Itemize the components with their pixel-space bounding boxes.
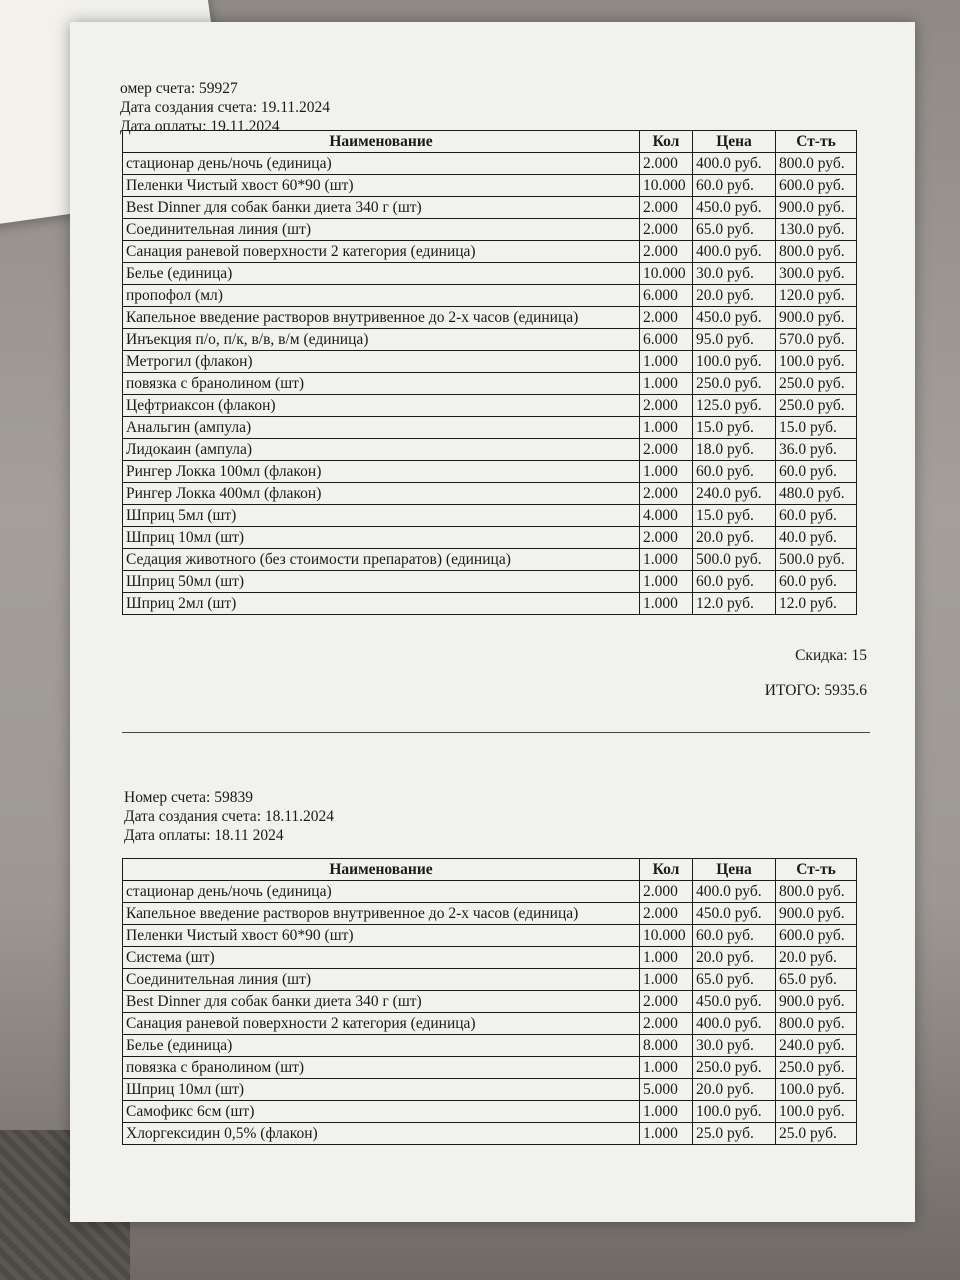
cell-sum: 100.0 руб.: [776, 1079, 857, 1101]
cell-name: Лидокаин (ампула): [123, 439, 640, 461]
cell-qty: 2.000: [640, 881, 693, 903]
cell-sum: 600.0 руб.: [776, 175, 857, 197]
cell-name: Седация животного (без стоимости препаратов) (единица): [123, 549, 640, 571]
cell-qty: 2.000: [640, 903, 693, 925]
cell-price: 250.0 руб.: [693, 1057, 776, 1079]
header-name: Наименование: [123, 131, 640, 153]
cell-sum: 25.0 руб.: [776, 1123, 857, 1145]
table-row: [123, 175, 857, 197]
cell-sum: 60.0 руб.: [776, 505, 857, 527]
cell-qty: 1.000: [640, 461, 693, 483]
invoice1-table: [122, 130, 857, 615]
header-name: Наименование: [123, 859, 640, 881]
cell-qty: 1.000: [640, 549, 693, 571]
table-row: [123, 263, 857, 285]
cell-sum: 130.0 руб.: [776, 219, 857, 241]
cell-name: повязка с бранолином (шт): [123, 373, 640, 395]
header-qty: Кол: [640, 131, 693, 153]
invoice1-total: ИТОГО: 5935.6: [764, 682, 867, 699]
cell-price: 12.0 руб.: [693, 593, 776, 615]
cell-name: Метрогил (флакон): [123, 351, 640, 373]
cell-qty: 8.000: [640, 1035, 693, 1057]
table-row: [123, 373, 857, 395]
cell-price: 95.0 руб.: [693, 329, 776, 351]
cell-qty: 2.000: [640, 307, 693, 329]
cell-name: повязка с бранолином (шт): [123, 1057, 640, 1079]
cell-qty: 2.000: [640, 395, 693, 417]
table-row: [123, 417, 857, 439]
cell-name: Шприц 2мл (шт): [123, 593, 640, 615]
section-divider: [122, 732, 870, 733]
invoice2-paid-date: Дата оплаты: 18.11 2024: [124, 827, 284, 844]
cell-name: Рингер Локка 400мл (флакон): [123, 483, 640, 505]
table-row: [123, 969, 857, 991]
table-row: [123, 549, 857, 571]
cell-price: 500.0 руб.: [693, 549, 776, 571]
cell-name: Система (шт): [123, 947, 640, 969]
cell-name: Рингер Локка 100мл (флакон): [123, 461, 640, 483]
cell-qty: 2.000: [640, 197, 693, 219]
cell-name: Хлоргексидин 0,5% (флакон): [123, 1123, 640, 1145]
cell-qty: 6.000: [640, 285, 693, 307]
invoice1-discount: Скидка: 15: [795, 647, 867, 664]
cell-sum: 800.0 руб.: [776, 153, 857, 175]
table-row: [123, 571, 857, 593]
table-header-row: [123, 131, 857, 153]
cell-name: Соединительная линия (шт): [123, 969, 640, 991]
cell-qty: 2.000: [640, 219, 693, 241]
cell-price: 400.0 руб.: [693, 1013, 776, 1035]
table-row: [123, 947, 857, 969]
cell-name: Best Dinner для собак банки диета 340 г (шт): [123, 197, 640, 219]
cell-name: Цефтриаксон (флакон): [123, 395, 640, 417]
cell-price: 100.0 руб.: [693, 351, 776, 373]
cell-qty: 2.000: [640, 241, 693, 263]
cell-name: Пеленки Чистый хвост 60*90 (шт): [123, 925, 640, 947]
cell-sum: 100.0 руб.: [776, 351, 857, 373]
cell-name: Самофикс 6см (шт): [123, 1101, 640, 1123]
cell-price: 25.0 руб.: [693, 1123, 776, 1145]
cell-price: 125.0 руб.: [693, 395, 776, 417]
table-row: [123, 219, 857, 241]
table-row: [123, 461, 857, 483]
cell-price: 20.0 руб.: [693, 527, 776, 549]
cell-price: 20.0 руб.: [693, 285, 776, 307]
invoice1-created-date: Дата создания счета: 19.11.2024: [120, 99, 331, 116]
cell-sum: 800.0 руб.: [776, 1013, 857, 1035]
cell-price: 400.0 руб.: [693, 241, 776, 263]
table-row: [123, 395, 857, 417]
cell-sum: 800.0 руб.: [776, 881, 857, 903]
table-row: [123, 1035, 857, 1057]
cell-qty: 2.000: [640, 439, 693, 461]
cell-sum: 20.0 руб.: [776, 947, 857, 969]
cell-name: Шприц 50мл (шт): [123, 571, 640, 593]
cell-qty: 1.000: [640, 1101, 693, 1123]
invoice2-meta: [124, 788, 334, 845]
header-sum: Ст-ть: [776, 131, 857, 153]
cell-qty: 2.000: [640, 991, 693, 1013]
cell-price: 100.0 руб.: [693, 1101, 776, 1123]
table-row: [123, 925, 857, 947]
cell-qty: 4.000: [640, 505, 693, 527]
cell-price: 450.0 руб.: [693, 197, 776, 219]
cell-qty: 10.000: [640, 263, 693, 285]
table-row: [123, 527, 857, 549]
cell-qty: 1.000: [640, 1123, 693, 1145]
cell-qty: 1.000: [640, 373, 693, 395]
header-price: Цена: [693, 859, 776, 881]
cell-qty: 1.000: [640, 571, 693, 593]
cell-price: 450.0 руб.: [693, 307, 776, 329]
table-row: [123, 153, 857, 175]
cell-price: 60.0 руб.: [693, 925, 776, 947]
cell-sum: 12.0 руб.: [776, 593, 857, 615]
cell-sum: 36.0 руб.: [776, 439, 857, 461]
table-row: [123, 307, 857, 329]
cell-price: 18.0 руб.: [693, 439, 776, 461]
table-row: [123, 1101, 857, 1123]
cell-name: Соединительная линия (шт): [123, 219, 640, 241]
cell-price: 250.0 руб.: [693, 373, 776, 395]
cell-price: 65.0 руб.: [693, 219, 776, 241]
cell-sum: 300.0 руб.: [776, 263, 857, 285]
cell-qty: 1.000: [640, 351, 693, 373]
cell-qty: 6.000: [640, 329, 693, 351]
table-header-row: [123, 859, 857, 881]
table-row: [123, 593, 857, 615]
cell-qty: 1.000: [640, 1057, 693, 1079]
cell-name: Шприц 10мл (шт): [123, 527, 640, 549]
invoice2-table: [122, 858, 857, 1145]
cell-sum: 100.0 руб.: [776, 1101, 857, 1123]
invoice1-paid-date: Дата оплаты: 19.11.2024: [120, 118, 280, 135]
cell-name: Best Dinner для собак банки диета 340 г (шт): [123, 991, 640, 1013]
cell-price: 60.0 руб.: [693, 571, 776, 593]
cell-qty: 1.000: [640, 417, 693, 439]
table-row: [123, 351, 857, 373]
cell-price: 240.0 руб.: [693, 483, 776, 505]
cell-sum: 500.0 руб.: [776, 549, 857, 571]
invoice-paper: [70, 22, 915, 1222]
cell-sum: 250.0 руб.: [776, 395, 857, 417]
table-row: [123, 483, 857, 505]
table-row: [123, 197, 857, 219]
table-row: [123, 439, 857, 461]
cell-name: Шприц 5мл (шт): [123, 505, 640, 527]
cell-name: Белье (единица): [123, 1035, 640, 1057]
cell-sum: 250.0 руб.: [776, 373, 857, 395]
cell-name: Капельное введение растворов внутривенное до 2-х часов (единица): [123, 307, 640, 329]
cell-qty: 2.000: [640, 1013, 693, 1035]
header-sum: Ст-ть: [776, 859, 857, 881]
cell-price: 20.0 руб.: [693, 1079, 776, 1101]
table-row: [123, 285, 857, 307]
cell-price: 30.0 руб.: [693, 263, 776, 285]
table-row: [123, 1013, 857, 1035]
table-row: [123, 241, 857, 263]
cell-sum: 240.0 руб.: [776, 1035, 857, 1057]
cell-name: стационар день/ночь (единица): [123, 153, 640, 175]
table-row: [123, 1123, 857, 1145]
cell-qty: 2.000: [640, 527, 693, 549]
cell-sum: 480.0 руб.: [776, 483, 857, 505]
cell-sum: 120.0 руб.: [776, 285, 857, 307]
table-row: [123, 329, 857, 351]
cell-qty: 1.000: [640, 593, 693, 615]
cell-name: Белье (единица): [123, 263, 640, 285]
cell-price: 65.0 руб.: [693, 969, 776, 991]
cell-price: 30.0 руб.: [693, 1035, 776, 1057]
cell-sum: 60.0 руб.: [776, 461, 857, 483]
cell-name: Пеленки Чистый хвост 60*90 (шт): [123, 175, 640, 197]
cell-sum: 900.0 руб.: [776, 307, 857, 329]
cell-sum: 800.0 руб.: [776, 241, 857, 263]
cell-sum: 900.0 руб.: [776, 197, 857, 219]
table-row: [123, 881, 857, 903]
table-row: [123, 903, 857, 925]
cell-sum: 900.0 руб.: [776, 991, 857, 1013]
header-qty: Кол: [640, 859, 693, 881]
cell-price: 20.0 руб.: [693, 947, 776, 969]
cell-name: Санация раневой поверхности 2 категория (единица): [123, 241, 640, 263]
cell-qty: 2.000: [640, 483, 693, 505]
cell-sum: 60.0 руб.: [776, 571, 857, 593]
cell-sum: 40.0 руб.: [776, 527, 857, 549]
header-price: Цена: [693, 131, 776, 153]
cell-name: Инъекция п/о, п/к, в/в, в/м (единица): [123, 329, 640, 351]
cell-name: Шприц 10мл (шт): [123, 1079, 640, 1101]
cell-qty: 10.000: [640, 925, 693, 947]
cell-sum: 65.0 руб.: [776, 969, 857, 991]
cell-price: 15.0 руб.: [693, 505, 776, 527]
table-row: [123, 991, 857, 1013]
cell-price: 400.0 руб.: [693, 881, 776, 903]
invoice1-meta: [120, 79, 330, 136]
cell-sum: 15.0 руб.: [776, 417, 857, 439]
cell-sum: 250.0 руб.: [776, 1057, 857, 1079]
cell-sum: 570.0 руб.: [776, 329, 857, 351]
cell-price: 60.0 руб.: [693, 461, 776, 483]
invoice1-number: омер счета: 59927: [120, 80, 238, 97]
cell-price: 400.0 руб.: [693, 153, 776, 175]
cell-name: Санация раневой поверхности 2 категория (единица): [123, 1013, 640, 1035]
cell-sum: 900.0 руб.: [776, 903, 857, 925]
table-row: [123, 505, 857, 527]
invoice2-created-date: Дата создания счета: 18.11.2024: [124, 808, 335, 825]
cell-name: пропофол (мл): [123, 285, 640, 307]
cell-name: Анальгин (ампула): [123, 417, 640, 439]
cell-name: стационар день/ночь (единица): [123, 881, 640, 903]
table-row: [123, 1079, 857, 1101]
cell-sum: 600.0 руб.: [776, 925, 857, 947]
cell-price: 15.0 руб.: [693, 417, 776, 439]
cell-qty: 1.000: [640, 947, 693, 969]
cell-name: Капельное введение растворов внутривенное до 2-х часов (единица): [123, 903, 640, 925]
cell-price: 450.0 руб.: [693, 991, 776, 1013]
cell-qty: 1.000: [640, 969, 693, 991]
cell-qty: 5.000: [640, 1079, 693, 1101]
table-row: [123, 1057, 857, 1079]
invoice2-number: Номер счета: 59839: [124, 789, 253, 806]
cell-qty: 2.000: [640, 153, 693, 175]
cell-price: 450.0 руб.: [693, 903, 776, 925]
cell-qty: 10.000: [640, 175, 693, 197]
cell-price: 60.0 руб.: [693, 175, 776, 197]
